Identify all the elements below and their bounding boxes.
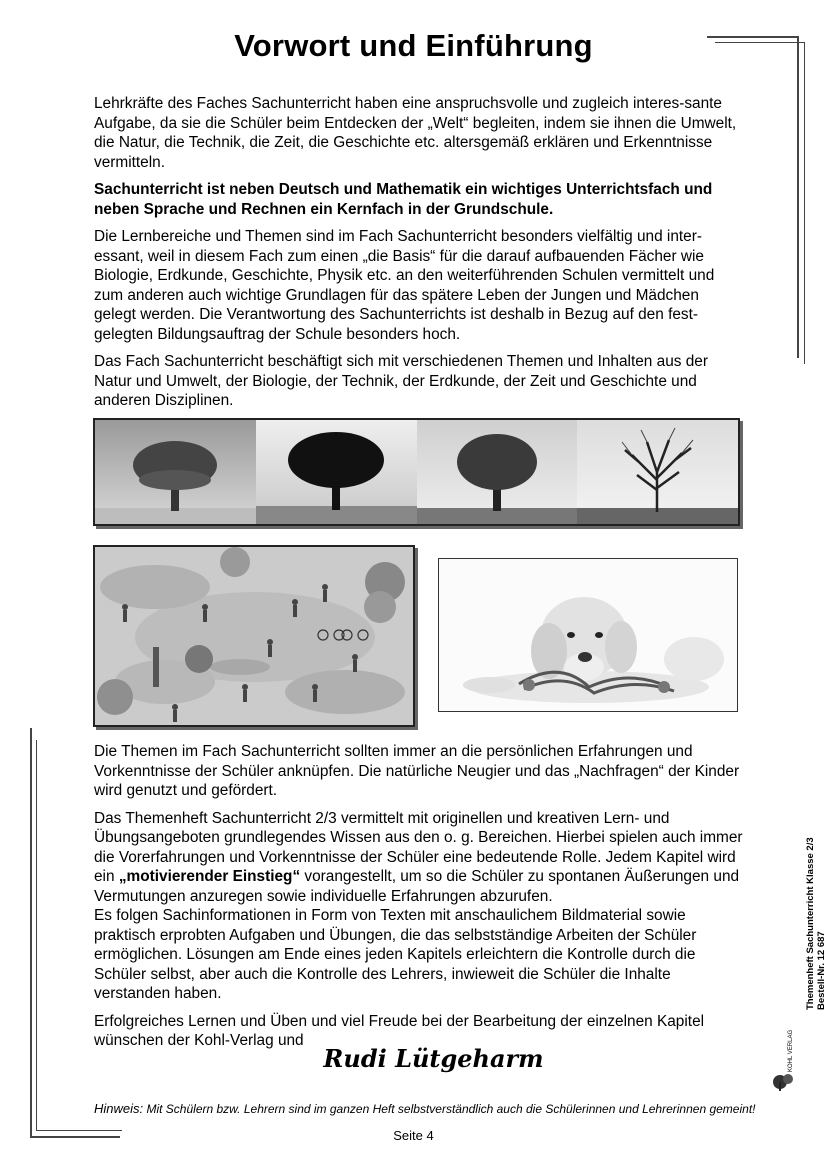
tree-spring-image: [95, 420, 256, 524]
page-title: Vorwort und Einführung: [234, 28, 593, 63]
intro-text-bottom: [94, 742, 744, 1059]
paragraph-3: Die Lernbereiche und Themen sind im Fach Sachunterricht besonders vielfältig und inter-essant, weil in diesem Fach zum einen „die Basis“ für die darauf aufbauenden Fächer wie Biologie, Erdkunde, Geschichte, Physik etc. an den weiterführenden Schulen vermittelt und zum anderen auch wichtige Grundlagen für das spätere Leben der Jungen und Mädchen gelegt werden. Die Verantwortung des Sachunterrichts ist deshalb in Bezug auf den fest-gelegten Bildungsauftrag der Schule besonders hoch.: [94, 228, 715, 343]
paragraph-2-bold: Sachunterricht ist neben Deutsch und Mathematik ein wichtiges Unterrichtsfach und neben Sprache und Rechnen ein Kernfach in der Grundschule.: [94, 181, 713, 218]
tree-winter-image: [577, 420, 738, 524]
tree-summer-image: [256, 420, 417, 524]
puppy-photo: [438, 558, 738, 712]
paragraph-6-text-after: vorangestellt, um so die Schüler zu spontanen Äußerungen und Vermutungen anzuregen sowie individuelle Erfahrungen abzurufen.: [94, 868, 740, 905]
paragraph-1: Lehrkräfte des Faches Sachunterricht haben eine anspruchsvolle und zugleich interes-sante Aufgabe, da sie die Schüler beim Entdecken der „Welt“ begleiten, indem sie ihnen die Umwelt, die Natur, die Technik, die Zeit, die Geschichte etc. altersgemäß erklären und Erkenntnisse vermitteln.: [94, 95, 737, 171]
signature: Rudi Lütgeharm: [323, 1044, 544, 1073]
paragraph-7: Es folgen Sachinformationen in Form von Texten mit anschaulichem Bildmaterial sowie praktisch erprobten Aufgaben und Übungen, die das selbstständige Arbeiten der Schüler ermöglichen. Lösungen am Ende eines jeden Kapitels erleichtern die Kontrolle durch die Schüler selbst, aber auch die Kontrolle des Lehrers, inwieweit die Schüler die Inhalte verstanden haben.: [94, 907, 697, 1002]
corner-line-top-v: [797, 36, 799, 358]
paragraph-5: Die Themen im Fach Sachunterricht sollten immer an die persönlichen Erfahrungen und Vorkenntnisse der Schüler anknüpfen. Die natürliche Neugier und das „Nachfragen“ der Kinder wird genutzt und gefördert.: [94, 743, 740, 799]
side-order-number: Bestell-Nr. 12 687: [816, 931, 827, 1010]
kohl-verlag-logo-icon: [768, 1029, 798, 1092]
side-info: [805, 837, 827, 1010]
corner-line-top-v2: [804, 42, 805, 364]
paragraph-4: Das Fach Sachunterricht beschäftigt sich mit verschiedenen Themen und Inhalten aus der Natur und Umwelt, der Biologie, der Technik, der Erdkunde, der Zeit und Geschichte und anderen Disziplinen.: [94, 353, 708, 409]
paragraph-6-text-before: Das Themenheft Sachunterricht 2/3 vermittelt mit originellen und kreativen Lern- und Übungsangeboten grundlegendes Wissen aus den o. g. Bereichen. Hierbei spielen auch immer die Vorerfahrungen und Vorkenntnisse der Schüler eine bedeutende Rolle. Jedem Kapitel wird ein: [94, 809, 743, 885]
hint-text: Mit Schülern bzw. Lehrern sind im ganzen Heft selbstverständlich auch die Schülerinnen und Lehrerinnen gemeint!: [146, 1102, 756, 1116]
corner-line-bottom-v: [30, 728, 32, 1136]
paragraph-6: [94, 809, 744, 907]
tree-autumn-image: [417, 420, 578, 524]
paragraph-8: Erfolgreiches Lernen und Üben und viel Freude bei der Bearbeitung der einzelnen Kapitel wünschen der Kohl-Verlag und: [94, 1012, 705, 1049]
park-illustration: [93, 545, 415, 727]
side-title: Themenheft Sachunterricht Klasse 2/3: [805, 837, 816, 1010]
motivating-intro-bold: „motivierender Einstieg“: [118, 868, 301, 885]
hint-note: [94, 1101, 794, 1116]
seasons-trees-image: [93, 418, 740, 526]
logo-text: KOHL VERLAG: [788, 1029, 794, 1072]
hint-label: Hinweis:: [94, 1101, 144, 1116]
page-number: Seite 4: [393, 1128, 434, 1143]
intro-text-top: [94, 94, 744, 419]
